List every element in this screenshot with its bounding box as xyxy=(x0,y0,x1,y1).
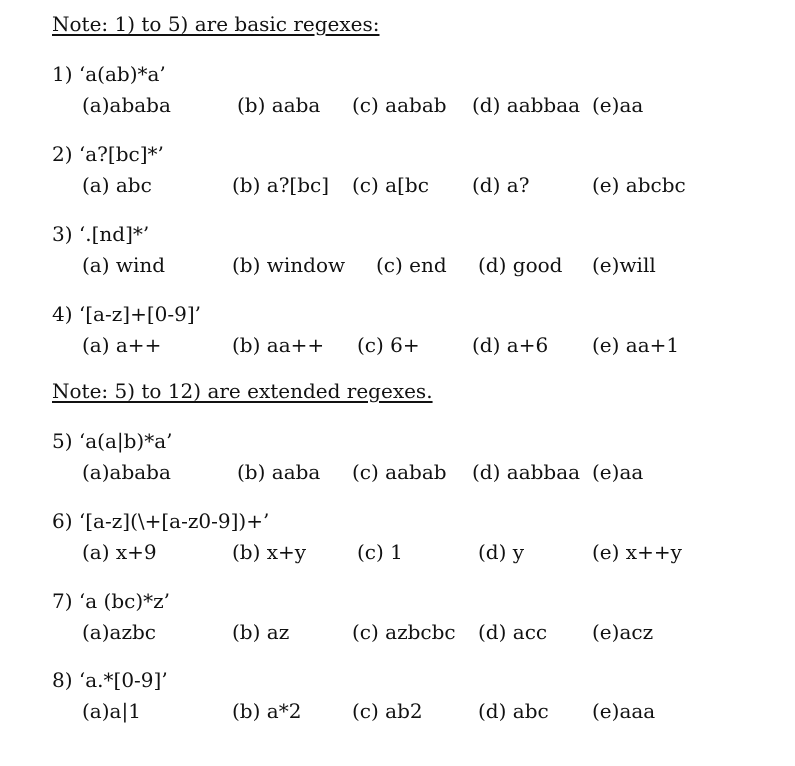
question-5-option-d: (d) aabbaa xyxy=(472,460,581,484)
question-3-option-d: (d) good xyxy=(478,253,563,277)
question-7-option-b: (b) az xyxy=(232,620,290,644)
question-1-option-b: (b) aaba xyxy=(237,93,321,117)
question-3-option-e: (e)will xyxy=(592,253,656,277)
note-basic-regexes: Note: 1) to 5) are basic regexes: xyxy=(52,12,380,36)
question-8-option-e: (e)aaa xyxy=(592,699,656,723)
question-8-option-c: (c) ab2 xyxy=(352,699,423,723)
question-5-option-a: (a)ababa xyxy=(82,460,171,484)
question-4-option-c: (c) 6+ xyxy=(357,333,420,357)
question-7-option-c: (c) azbcbc xyxy=(352,620,456,644)
question-7-option-d: (d) acc xyxy=(478,620,548,644)
question-4-option-e: (e) aa+1 xyxy=(592,333,680,357)
question-8-label: 8) ‘a.*[0-9]’ xyxy=(52,668,168,692)
question-5-label: 5) ‘a(a|b)*a’ xyxy=(52,429,173,453)
question-2-option-e: (e) abcbc xyxy=(592,173,686,197)
question-6-option-d: (d) y xyxy=(478,540,525,564)
question-1-option-d: (d) aabbaa xyxy=(472,93,581,117)
question-6-label: 6) ‘[a-z](\+[a-z0-9])+’ xyxy=(52,509,270,533)
question-7-option-e: (e)acz xyxy=(592,620,654,644)
question-2-option-c: (c) a[bc xyxy=(352,173,429,197)
question-1-option-e: (e)aa xyxy=(592,93,644,117)
question-4-option-a: (a) a++ xyxy=(82,333,162,357)
question-7-label: 7) ‘a (bc)*z’ xyxy=(52,589,171,613)
question-2-option-a: (a) abc xyxy=(82,173,152,197)
question-2-option-b: (b) a?[bc] xyxy=(232,173,330,197)
question-5-option-e: (e)aa xyxy=(592,460,644,484)
question-5-option-b: (b) aaba xyxy=(237,460,321,484)
question-8-option-b: (b) a*2 xyxy=(232,699,302,723)
question-4-option-d: (d) a+6 xyxy=(472,333,549,357)
question-5-option-c: (c) aabab xyxy=(352,460,447,484)
question-3-label: 3) ‘.[nd]*’ xyxy=(52,222,150,246)
question-6-option-a: (a) x+9 xyxy=(82,540,157,564)
question-3-option-c: (c) end xyxy=(376,253,447,277)
question-6-option-e: (e) x++y xyxy=(592,540,682,564)
question-2-option-d: (d) a? xyxy=(472,173,530,197)
question-8-option-d: (d) abc xyxy=(478,699,549,723)
question-7-option-a: (a)azbc xyxy=(82,620,156,644)
question-1-label: 1) ‘a(ab)*a’ xyxy=(52,62,166,86)
question-3-option-b: (b) window xyxy=(232,253,346,277)
question-4-option-b: (b) aa++ xyxy=(232,333,325,357)
question-3-option-a: (a) wind xyxy=(82,253,166,277)
question-1-option-a: (a)ababa xyxy=(82,93,171,117)
question-6-option-b: (b) x+y xyxy=(232,540,307,564)
question-2-label: 2) ‘a?[bc]*’ xyxy=(52,142,164,166)
question-1-option-c: (c) aabab xyxy=(352,93,447,117)
question-4-label: 4) ‘[a-z]+[0-9]’ xyxy=(52,302,201,326)
question-6-option-c: (c) 1 xyxy=(357,540,403,564)
question-8-option-a: (a)a|1 xyxy=(82,699,141,723)
note-extended-regexes: Note: 5) to 12) are extended regexes. xyxy=(52,379,433,403)
